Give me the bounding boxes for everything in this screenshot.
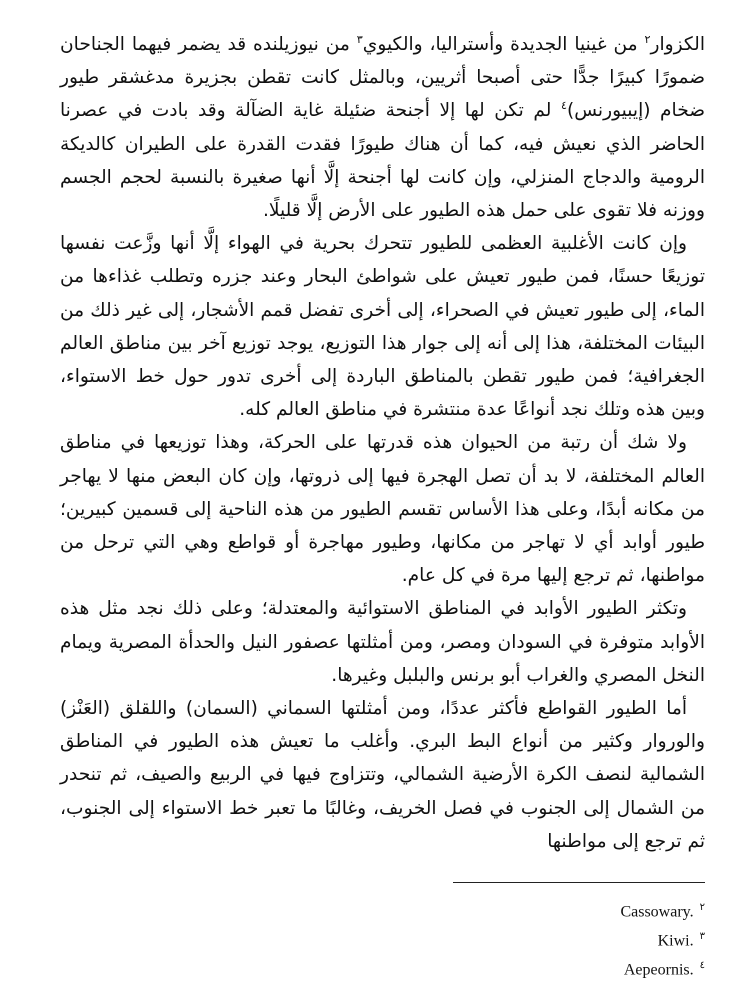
paragraph <box>60 426 705 592</box>
paragraph-text: الكزوار <box>650 34 705 55</box>
paragraph-text: أما الطيور القواطع فأكثر عددًا، ومن أمثلتها السماني (السمان) واللقلق (العَنْز) والوروار وكثير من أنواع البط البري. وأغلب ما تعيش هذه الطيور في المناطق الشمالية لنصف الكرة الأرضية الشمالي، وتتزاوج فيها في الربيع والصيف، ثم تنحدر من الشمال إلى الجنوب في فصل الخريف، وغالبًا ما تعبر خط الاستواء إلى الجنوب، ثم ترجع إلى مواطنها <box>60 698 705 852</box>
footnote-number: ٤ <box>699 960 705 971</box>
footnote-text: Aepeornis. <box>623 961 694 979</box>
paragraph <box>60 28 705 227</box>
footnote <box>305 922 705 951</box>
paragraph <box>60 692 705 858</box>
paragraph <box>60 227 705 426</box>
footnote-number: ٢ <box>699 902 705 913</box>
paragraph-text: من غينيا الجديدة وأستراليا، والكيوي <box>362 34 645 55</box>
paragraph-text: ولا شك أن رتبة من الحيوان هذه قدرتها على الحركة، وهذا توزيعها في مناطق العالم المختلفة، لا بد أن تصل الهجرة فيها إلى ذروتها، وإن كان البعض منها لا يهاجر من مكانه أبدًا، وعلى هذا الأساس تقسم الطيور من هذه الناحية إلى قسمين كبيرين؛ طيور أوابد أي لا تهاجر من مكانها، وطيور مهاجرة أو قواطع وهي التي ترحل من مواطنها، ثم ترجع إليها مرة في كل عام. <box>60 432 705 587</box>
paragraph-text: وتكثر الطيور الأوابد في المناطق الاستوائية والمعتدلة؛ وعلى ذلك نجد مثل هذه الأوابد متوفرة في السودان ومصر، ومن أمثلتها عصفور النيل والحدأة المصرية ويمام النخل المصري والغراب أبو برنس والبلبل وغيرها. <box>60 598 705 686</box>
paragraph-text: من نيوزيلنده قد يضمر فيهما الجناحان ضمورًا كبيرًا جدًّا حتى أصبحا أثريين، وبالمثل كانت تقطن بجزيرة مدغشقر طيور ضخام (إيبيورنس) <box>60 34 705 122</box>
footnote-text: Kiwi. <box>657 932 694 950</box>
footnote-ref: ٢ <box>644 32 651 46</box>
paragraph-text: لم تكن لها إلا أجنحة ضئيلة غاية الضآلة وقد بادت في عصرنا الحاضر الذي نعيش فيه، كما أن هناك طيورًا فقدت القدرة على الطيران كالديكة الرومية والدجاج المنزلي، وإن كانت لها أجنحة إلَّا أنها صغيرة بالنسبة لحجم الجسم ووزنه فلا تقوى على حمل هذه الطيور على الأرض إلَّا قليلًا. <box>60 100 705 222</box>
footnote-ref: ٣ <box>356 32 363 46</box>
footnotes <box>305 893 705 980</box>
footnote-ref: ٤ <box>560 99 567 113</box>
paragraph <box>60 592 705 692</box>
footnote <box>305 951 705 980</box>
page-body <box>60 28 705 858</box>
footnote-number: ٣ <box>699 931 705 942</box>
footnote-text: Cassowary. <box>620 903 694 921</box>
footnote <box>305 893 705 922</box>
footnote-separator <box>453 882 705 883</box>
paragraph-text: وإن كانت الأغلبية العظمى للطيور تتحرك بحرية في الهواء إلَّا أنها وزَّعت نفسها توزيعًا حسنًا، فمن طيور تعيش على شواطئ البحار وعند جزره وتطلب غذاءها من الماء، إلى طيور تعيش في الصحراء، إلى أخرى تفضل قمم الأشجار، إلى غير ذلك من البيئات المختلفة، هذا إلى أنه إلى جوار هذا التوزيع، يوجد توزيع آخر بين مناطق العالم الجغرافية؛ فمن طيور تقطن بالمناطق الباردة إلى أخرى تدور حول خط الاستواء، وبين هذه وتلك نجد أنواعًا عدة منتشرة في مناطق العالم كله. <box>60 233 705 421</box>
